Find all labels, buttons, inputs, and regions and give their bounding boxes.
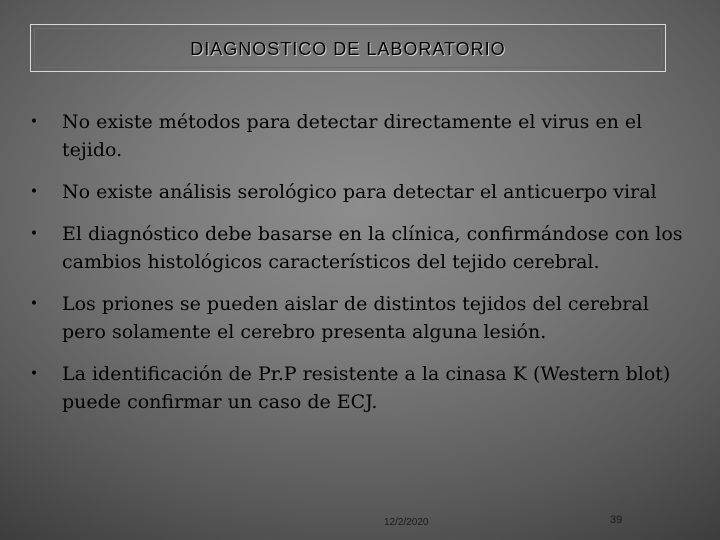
slide-title: DIAGNOSTICO DE LABORATORIO	[190, 39, 506, 59]
bullet-icon: •	[29, 366, 39, 382]
footer-date: 12/2/2020	[384, 517, 429, 528]
bullet-item	[26, 178, 696, 206]
bullet-icon: •	[29, 114, 39, 130]
bullet-text: El diagnóstico debe basarse en la clínica, confirmándose con los cambios histológicos característicos del tejido cerebral.	[62, 223, 683, 273]
bullet-text: Los priones se pueden aislar de distintos tejidos del cerebral pero solamente el cerebro presenta alguna lesión.	[62, 293, 649, 343]
bullet-icon: •	[29, 226, 39, 242]
bullet-item	[26, 360, 696, 416]
bullet-text: No existe análisis serológico para detectar el anticuerpo viral	[62, 181, 657, 203]
bullet-text: No existe métodos para detectar directamente el virus en el tejido.	[62, 111, 643, 161]
bullet-text: La identificación de Pr.P resistente a la cinasa K (Western blot) puede confirmar un caso de ECJ.	[62, 363, 671, 413]
title-frame	[30, 24, 666, 72]
bullet-item	[26, 108, 696, 164]
bullet-icon: •	[29, 296, 39, 312]
bullet-item	[26, 290, 696, 346]
bullet-item	[26, 220, 696, 276]
bullet-icon: •	[29, 184, 39, 200]
page-number: 39	[610, 514, 623, 526]
bullet-list	[26, 108, 696, 430]
